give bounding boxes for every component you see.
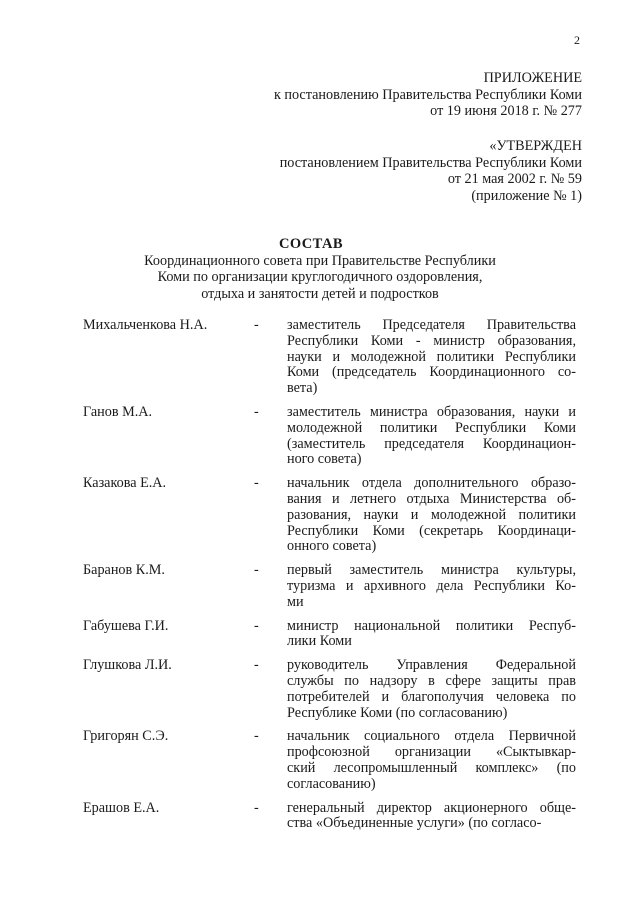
document-subtitle-line: Коми по организации круглогодичного оздоровления,: [157, 269, 483, 285]
member-role: [287, 318, 576, 397]
member-row: [0, 476, 640, 555]
member-role-line: генеральный директор акционерного обще-: [287, 799, 576, 816]
member-role: [287, 801, 576, 833]
member-role-line: молодежной политики Республики Коми: [287, 419, 576, 436]
member-role: [287, 405, 576, 468]
member-dash: -: [254, 617, 259, 634]
member-row: [0, 729, 640, 792]
approved-header-line: от 21 мая 2002 г. № 59: [447, 171, 582, 187]
member-dash: -: [254, 475, 259, 492]
member-dash: -: [254, 799, 259, 816]
document-subtitle-line: отдыха и занятости детей и подростков: [201, 285, 439, 302]
member-role-line: Коми (председатель Координационного со-: [287, 364, 576, 381]
document-title: СОСТАВ: [279, 236, 343, 252]
composition-title-block: [0, 236, 640, 302]
member-name: Григорян С.Э.: [83, 728, 169, 745]
member-name: Ганов М.А.: [83, 403, 153, 420]
member-role-line: ства «Объединенные услуги» (по согласо-: [287, 815, 542, 832]
member-name: Глушкова Л.И.: [83, 657, 172, 674]
member-role-line: министр национальной политики Респуб-: [287, 617, 576, 634]
document-subtitle-line: Координационного совета при Правительстве Республики: [144, 252, 496, 269]
member-role-line: ного совета): [287, 451, 362, 468]
member-role-line: начальник социального отдела Первичной: [287, 728, 576, 745]
member-role-line: вания и летнего отдыха Министерства об-: [287, 490, 576, 507]
member-name: Баранов К.М.: [83, 562, 165, 579]
member-role-line: службы по надзору в сфере защиты прав: [287, 672, 576, 689]
member-role-line: разования, науки и молодежной политики: [287, 506, 576, 523]
member-role-line: заместитель министра образования, науки и: [287, 403, 576, 420]
approved-header: [280, 138, 582, 204]
member-row: [0, 658, 640, 721]
member-role-line: потребителей и благополучия человека по: [287, 688, 576, 705]
member-role-line: лики Коми: [287, 633, 352, 650]
member-dash: -: [254, 317, 259, 333]
appendix-header-line: ПРИЛОЖЕНИЕ: [483, 70, 582, 86]
member-role: [287, 619, 576, 651]
member-role-line: туризма и архивного дела Республики Ко-: [287, 577, 576, 594]
member-row: [0, 619, 640, 651]
member-role-line: ский лесопромышленный комплекс» (по: [287, 759, 576, 776]
member-role-line: профсоюзной организации «Сыктывкар-: [287, 744, 576, 761]
member-name: Михальченкова Н.А.: [83, 317, 208, 333]
member-role: [287, 658, 576, 721]
member-role-line: заместитель Председателя Правительства: [287, 317, 576, 333]
member-row: [0, 405, 640, 468]
appendix-header-line: от 19 июня 2018 г. № 277: [430, 103, 582, 119]
page-number: 2: [574, 33, 580, 47]
member-name: Казакова Е.А.: [83, 475, 167, 492]
member-dash: -: [254, 728, 259, 745]
member-row: [0, 801, 640, 833]
appendix-header: [274, 70, 582, 120]
member-role-line: (заместитель председателя Координацион-: [287, 435, 576, 452]
member-name: Ерашов Е.А.: [83, 799, 160, 816]
appendix-header-line: к постановлению Правительства Республики Коми: [273, 86, 582, 103]
member-role: [287, 476, 576, 555]
member-row: [0, 563, 640, 610]
member-role-line: согласованию): [287, 775, 376, 792]
member-role-line: руководитель Управления Федеральной: [287, 657, 576, 674]
member-dash: -: [254, 562, 259, 579]
member-role-line: Республики Коми (секретарь Координаци-: [287, 522, 576, 539]
approved-header-line: «УТВЕРЖДЕН: [489, 138, 582, 154]
member-role-line: начальник отдела дополнительного образо-: [287, 475, 576, 492]
member-row: [0, 318, 640, 397]
member-role-line: онного совета): [287, 538, 377, 555]
members-list: [0, 318, 640, 840]
member-dash: -: [254, 657, 259, 674]
member-role: [287, 563, 576, 610]
member-name: Габушева Г.И.: [83, 617, 169, 634]
approved-header-line: постановлением Правительства Республики Коми: [279, 154, 582, 171]
member-role-line: первый заместитель министра культуры,: [287, 562, 576, 579]
member-role-line: Республики Коми - министр образования,: [287, 332, 576, 349]
approved-header-line: (приложение № 1): [471, 187, 582, 204]
member-dash: -: [254, 403, 259, 420]
member-role-line: ми: [287, 593, 304, 610]
member-role-line: вета): [287, 380, 318, 397]
member-role: [287, 729, 576, 792]
member-role-line: Республике Коми (по согласованию): [287, 704, 508, 721]
member-role-line: науки и молодежной политики Республики: [287, 348, 576, 365]
